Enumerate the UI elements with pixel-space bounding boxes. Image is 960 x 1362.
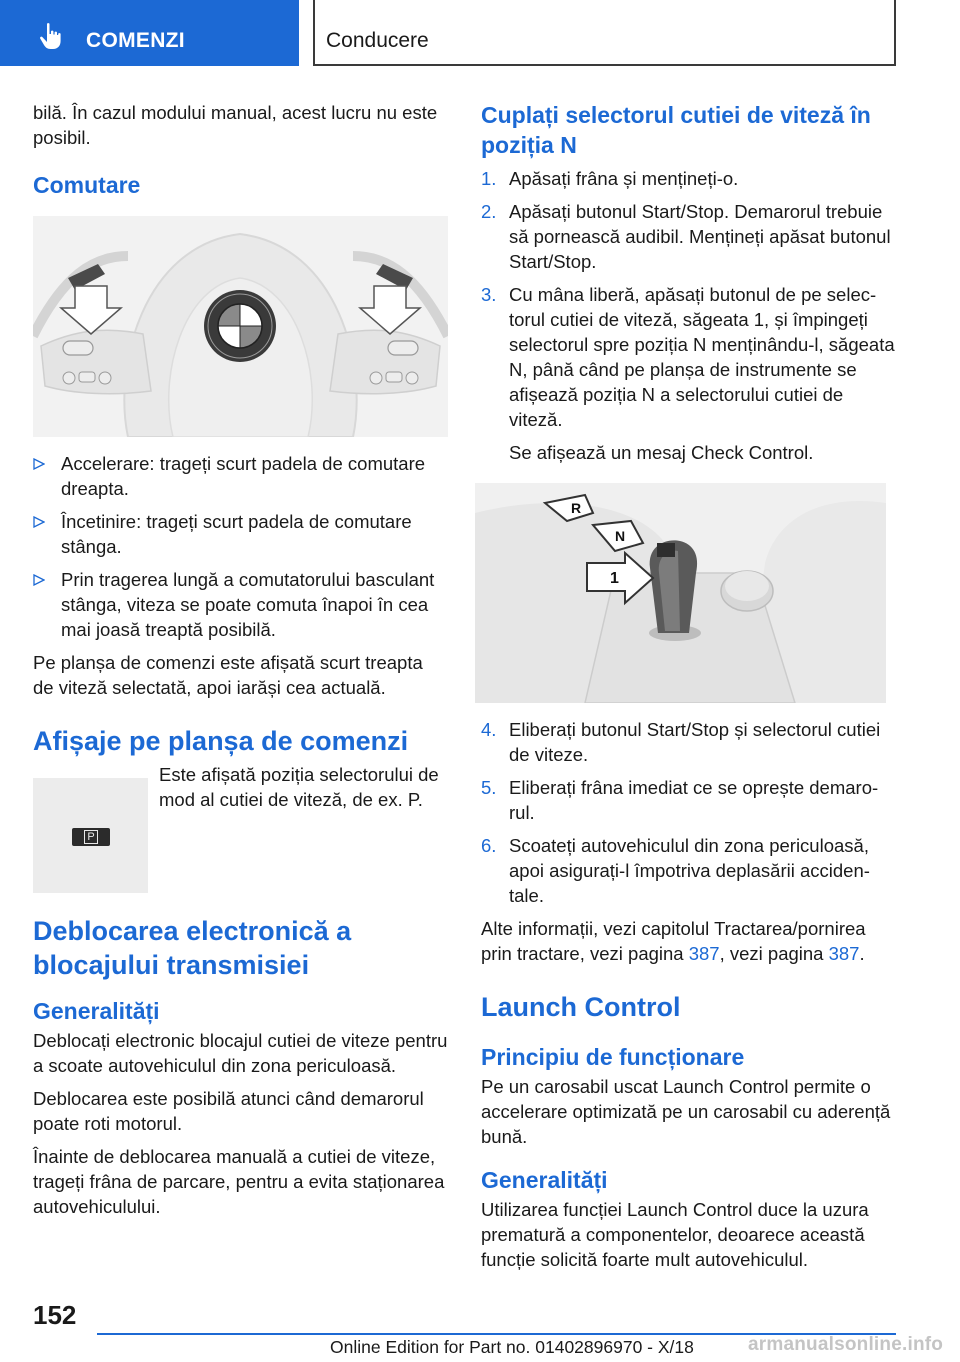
arrow-label-r: R xyxy=(571,500,582,516)
page-number: 152 xyxy=(33,1300,77,1330)
gear-display xyxy=(72,828,110,846)
generalitati2-text: Utilizarea funcției Launch Control duce la uzura prematură a componentelor, deoarece această funcție solicită foarte mult autovehiculul. xyxy=(481,1199,869,1270)
deblocarea-heading: Deblocarea electronică a blocajului transmisiei xyxy=(33,916,352,980)
list-item: 1. Apăsați frâna și mențineți-o. xyxy=(481,168,739,189)
afisaje-heading: Afișaje pe planșa de comenzi xyxy=(33,726,409,756)
comutare-list xyxy=(33,451,448,642)
triangle-bullet-icon xyxy=(33,574,45,586)
triangle-bullet-icon xyxy=(33,458,45,470)
tab-label: COMENZI xyxy=(86,29,185,52)
comutare-heading: Comutare xyxy=(33,172,141,198)
list-item: Prin tragerea lungă a comutatorului basculant stânga, viteza se poate comuta înapoi în cea mai joasă treaptă posibilă. xyxy=(33,567,448,642)
page-link-387-second[interactable]: 387 xyxy=(828,943,860,964)
chapter-title: Conducere xyxy=(326,29,429,52)
steering-wheel-figure xyxy=(33,216,448,437)
more-info-text: Alte informații, vezi capitolul Tractarea/pornirea prin tractare, vezi pagina 387, vezi pagina 387. xyxy=(481,918,866,964)
chapter-header xyxy=(313,0,896,66)
gear-selector-illustration xyxy=(475,483,886,703)
cuplati-heading: Cuplați selectorul cutiei de viteză în poziția N xyxy=(481,102,871,158)
afisaje-block xyxy=(33,762,448,892)
list-item: Încetinire: trageți scurt padela de comutare stânga. xyxy=(33,509,448,559)
steps-list-b xyxy=(481,717,896,908)
generalitati-para-3: Înainte de deblocarea manuală a cutiei de viteze, trageți frâna de parcare, pentru a evita staționarea autovehiculului. xyxy=(33,1146,445,1217)
gear-selector-figure xyxy=(475,483,886,703)
afisaje-text: Este afișată poziția selectorului de mod al cutiei de viteză, de ex. P. xyxy=(159,764,439,810)
page-link-387[interactable]: 387 xyxy=(688,943,720,964)
chapter-tab[interactable] xyxy=(0,0,299,66)
generalitati-para-2: Deblocarea este posibilă atunci când demarorul poate roti motorul. xyxy=(33,1088,424,1134)
triangle-bullet-icon xyxy=(33,516,45,528)
gear-letter: P xyxy=(84,830,98,844)
list-item: Accelerare: trageți scurt padela de comutare dreapta. xyxy=(33,451,448,501)
arrow-label-1: 1 xyxy=(610,570,619,587)
steps-list-a xyxy=(481,166,896,432)
display-p-figure xyxy=(33,778,148,893)
generalitati-heading: Generalități xyxy=(33,998,160,1024)
comutare-after-text: Pe planșa de comenzi este afișată scurt treapta de viteză selectată, apoi iarăși cea actuală. xyxy=(33,652,423,698)
left-column xyxy=(33,100,448,1227)
principiu-text: Pe un carosabil uscat Launch Control permite o accelerare optimizată pe un carosabil cu aderență bună. xyxy=(481,1076,891,1147)
step3-note: Se afișează un mesaj Check Control. xyxy=(509,442,814,463)
list-item: 2. Apăsați butonul Start/Stop. Demarorul trebuie să pornească audibil. Mențineți apăsat butonul Start/Stop. xyxy=(481,201,891,272)
arrow-label-n: N xyxy=(615,528,626,544)
list-item: 6. Scoateți autovehiculul din zona periculoasă, apoi asigurați-l împotriva deplasării accidentale. xyxy=(481,835,870,906)
list-item: 3. Cu mâna liberă, apăsați butonul de pe selectorul cutiei de viteză, săgeata 1, și împingeți selectorul spre poziția N menținându-l, săgeata N, până când pe planșa de instrumente se afișează poziția N a selectorului cutiei de viteză. xyxy=(481,284,895,430)
principiu-heading: Principiu de funcționare xyxy=(481,1044,745,1070)
right-column xyxy=(481,100,896,1280)
list-item: 5. Eliberați frâna imediat ce se oprește demarorul. xyxy=(481,777,879,823)
watermark: armanualsonline.info xyxy=(748,1334,944,1355)
list-item: 4. Eliberați butonul Start/Stop și selectorul cutiei de viteze. xyxy=(481,719,881,765)
launch-control-heading: Launch Control xyxy=(481,992,681,1022)
steering-wheel-illustration xyxy=(33,216,448,437)
generalitati-para-1: Deblocați electronic blocajul cutiei de viteze pentru a scoate autovehiculul din zona periculoasă. xyxy=(33,1030,448,1076)
intro-text: bilă. În cazul modului manual, acest lucru nu este posibil. xyxy=(33,102,438,148)
hand-pointer-icon xyxy=(38,22,64,50)
edition-text: Online Edition for Part no. 01402896970 - X/18 xyxy=(330,1337,694,1357)
generalitati2-heading: Generalități xyxy=(481,1167,608,1193)
